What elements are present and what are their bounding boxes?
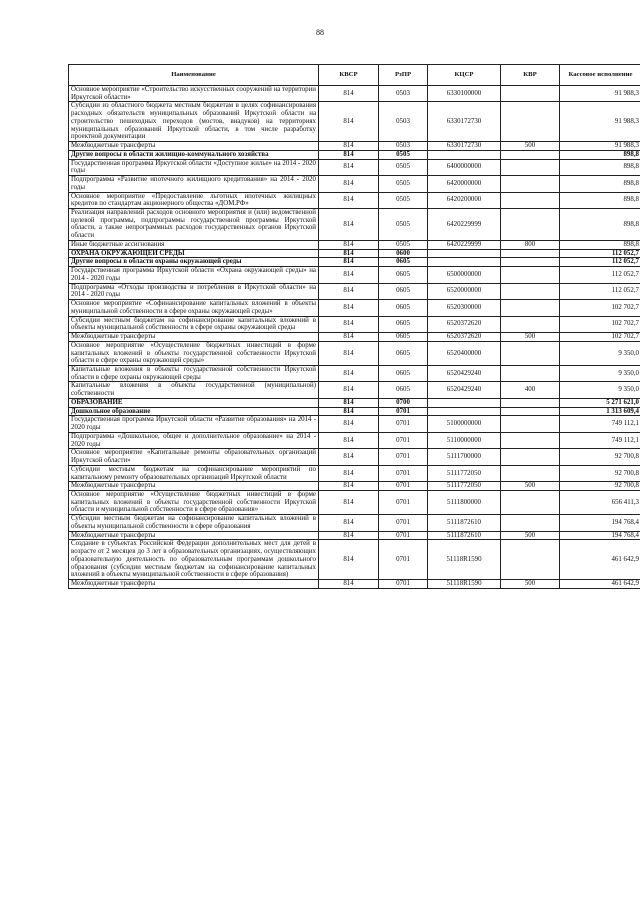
cell-kvsr: 814 <box>319 531 379 540</box>
table-row <box>69 407 640 416</box>
cell-amount: 92 700,8 <box>560 482 640 491</box>
cell-kvsr: 814 <box>319 102 379 142</box>
cell-amount: 92 700,8 <box>560 465 640 481</box>
cell-kvr <box>501 490 560 514</box>
cell-name: ОХРАНА ОКРУЖАЮЩЕЙ СРЕДЫ <box>69 249 319 258</box>
cell-kvr: 500 <box>501 531 560 540</box>
cell-amount: 194 768,4 <box>560 531 640 540</box>
table-row <box>69 465 640 481</box>
cell-name: Основное мероприятие «Предоставление льготных ипотечных жилищных кредитов по стандартам акционерного общества «ДОМ.РФ» <box>69 192 319 208</box>
cell-kvsr: 814 <box>319 341 379 365</box>
cell-kcsr: 6520000000 <box>428 283 501 299</box>
cell-kcsr: 5111872610 <box>428 531 501 540</box>
cell-amount: 102 702,7 <box>560 316 640 332</box>
table-row <box>69 240 640 249</box>
cell-rzpr: 0605 <box>379 341 428 365</box>
cell-rzpr: 0503 <box>379 102 428 142</box>
table-row <box>69 449 640 465</box>
cell-amount: 749 112,1 <box>560 416 640 432</box>
table-body <box>69 86 640 589</box>
cell-name: Основное мероприятие «Осуществление бюджетных инвестиций в форме капитальных вложений в объекты государственной собственности Иркутской области в сфере охраны окружающей среды» <box>69 341 319 365</box>
cell-amount: 91 988,3 <box>560 86 640 102</box>
cell-name: Иные бюджетные ассигнования <box>69 240 319 249</box>
cell-kvsr: 814 <box>319 398 379 407</box>
cell-kvr <box>501 150 560 159</box>
cell-kvr <box>501 540 560 580</box>
cell-rzpr: 0701 <box>379 449 428 465</box>
cell-kcsr: 6330172730 <box>428 102 501 142</box>
table-header-row <box>69 65 640 86</box>
cell-name: Государственная программа Иркутской области «Охрана окружающей среды» на 2014 - 2020 годы <box>69 267 319 283</box>
cell-kvsr: 814 <box>319 249 379 258</box>
table-row <box>69 365 640 381</box>
cell-name: Основное мероприятие «Капитальные ремонты образовательных организаций Иркутской области» <box>69 449 319 465</box>
cell-rzpr: 0701 <box>379 490 428 514</box>
cell-kvr: 400 <box>501 382 560 398</box>
cell-kvsr: 814 <box>319 515 379 531</box>
cell-amount: 9 350,0 <box>560 382 640 398</box>
cell-kcsr: 6520400000 <box>428 341 501 365</box>
cell-kvr: 500 <box>501 333 560 342</box>
cell-name: Субсидии местным бюджетам на софинансирование капитальных вложений в объекты муниципальной собственности в сфере охраны окружающей среды <box>69 316 319 332</box>
cell-amount: 898,8 <box>560 209 640 241</box>
cell-kcsr: 6420000000 <box>428 176 501 192</box>
table-row <box>69 209 640 241</box>
table-row <box>69 102 640 142</box>
cell-kcsr: 5111772050 <box>428 465 501 481</box>
cell-name: Государственная программа Иркутской области «Доступное жилье» на 2014 - 2020 годы <box>69 159 319 175</box>
cell-rzpr: 0605 <box>379 283 428 299</box>
cell-kcsr <box>428 258 501 267</box>
cell-name: Основное мероприятие «Осуществление бюджетных инвестиций в форме капитальных вложений в объекты государственной собственности Иркутской области и муниципальной собственности в сфере образования» <box>69 490 319 514</box>
cell-amount: 112 052,7 <box>560 283 640 299</box>
cell-kvr <box>501 176 560 192</box>
table-row <box>69 150 640 159</box>
cell-kvsr: 814 <box>319 176 379 192</box>
table-row <box>69 176 640 192</box>
table-row <box>69 316 640 332</box>
cell-amount: 91 988,3 <box>560 102 640 142</box>
cell-kcsr <box>428 398 501 407</box>
cell-kvsr: 814 <box>319 465 379 481</box>
cell-name: Капитальные вложения в объекты государственной (муниципальной) собственности <box>69 382 319 398</box>
cell-rzpr: 0505 <box>379 209 428 241</box>
cell-kcsr: 5110000000 <box>428 432 501 448</box>
table-row <box>69 382 640 398</box>
cell-rzpr: 0505 <box>379 159 428 175</box>
cell-kvsr: 814 <box>319 209 379 241</box>
cell-rzpr: 0505 <box>379 150 428 159</box>
table-row <box>69 515 640 531</box>
cell-kvsr: 814 <box>319 240 379 249</box>
cell-amount: 91 988,3 <box>560 142 640 151</box>
cell-rzpr: 0503 <box>379 142 428 151</box>
cell-rzpr: 0605 <box>379 333 428 342</box>
cell-kcsr: 6420200000 <box>428 192 501 208</box>
cell-kvsr: 814 <box>319 482 379 491</box>
cell-kvr <box>501 365 560 381</box>
cell-amount: 9 350,0 <box>560 341 640 365</box>
cell-rzpr: 0701 <box>379 416 428 432</box>
page-number: 88 <box>316 28 324 37</box>
table-row <box>69 490 640 514</box>
table-row <box>69 249 640 258</box>
cell-kvr: 500 <box>501 580 560 589</box>
cell-kvr <box>501 283 560 299</box>
column-header-amount: Кассовое исполнение <box>560 65 640 86</box>
cell-kcsr <box>428 407 501 416</box>
cell-kvr <box>501 515 560 531</box>
cell-name: Основное мероприятие «Софинансирование капитальных вложений в объекты муниципальной собственности в сфере охраны окружающей среды» <box>69 300 319 316</box>
cell-kvr <box>501 341 560 365</box>
cell-kcsr: 5111800000 <box>428 490 501 514</box>
cell-amount: 102 702,7 <box>560 333 640 342</box>
cell-amount: 194 768,4 <box>560 515 640 531</box>
cell-amount: 461 642,9 <box>560 580 640 589</box>
cell-rzpr: 0505 <box>379 192 428 208</box>
cell-name: Межбюджетные трансферты <box>69 580 319 589</box>
cell-amount: 898,8 <box>560 240 640 249</box>
cell-kcsr: 6520429240 <box>428 382 501 398</box>
cell-kvsr: 814 <box>319 316 379 332</box>
cell-amount: 5 271 621,0 <box>560 398 640 407</box>
cell-kvr: 500 <box>501 482 560 491</box>
cell-kcsr: 5111872610 <box>428 515 501 531</box>
cell-kvr <box>501 416 560 432</box>
cell-rzpr: 0701 <box>379 432 428 448</box>
budget-execution-table <box>68 64 640 589</box>
cell-name: Субсидии из областного бюджета местным бюджетам в целях софинансирования расходных обязательств муниципальных образований Иркутской области на строительство пешеходных переходов (мостов, виадуков) на территориях муниципальных образований Иркутской области, в том числе разработку проектной документации <box>69 102 319 142</box>
cell-amount: 898,8 <box>560 150 640 159</box>
cell-kcsr: 5111772050 <box>428 482 501 491</box>
table-row <box>69 432 640 448</box>
cell-rzpr: 0505 <box>379 240 428 249</box>
cell-kcsr: 6420229999 <box>428 209 501 241</box>
cell-kvsr: 814 <box>319 449 379 465</box>
cell-amount: 9 350,0 <box>560 365 640 381</box>
cell-kcsr: 5100000000 <box>428 416 501 432</box>
cell-kcsr: 6330172730 <box>428 142 501 151</box>
cell-kvr: 500 <box>501 142 560 151</box>
cell-kcsr: 6520372620 <box>428 333 501 342</box>
cell-name: Капитальные вложения в объекты государственной собственности Иркутской области в сфере охраны окружающей среды <box>69 365 319 381</box>
cell-amount: 898,8 <box>560 176 640 192</box>
cell-name: Субсидии местным бюджетам на софинансирование капитальных вложений в объекты муниципальной собственности в сфере образования <box>69 515 319 531</box>
table-row <box>69 300 640 316</box>
cell-kcsr: 6520429240 <box>428 365 501 381</box>
cell-kvsr: 814 <box>319 159 379 175</box>
table-row <box>69 540 640 580</box>
cell-amount: 112 052,7 <box>560 249 640 258</box>
cell-rzpr: 0701 <box>379 482 428 491</box>
cell-kvsr: 814 <box>319 365 379 381</box>
column-header-kvsr: КВСР <box>319 65 379 86</box>
cell-kvsr: 814 <box>319 300 379 316</box>
table-row <box>69 283 640 299</box>
cell-kvsr: 814 <box>319 540 379 580</box>
cell-rzpr: 0605 <box>379 267 428 283</box>
cell-kvr <box>501 102 560 142</box>
cell-name: Дошкольное образование <box>69 407 319 416</box>
table-row <box>69 86 640 102</box>
cell-rzpr: 0600 <box>379 249 428 258</box>
cell-kvr <box>501 398 560 407</box>
table-row <box>69 482 640 491</box>
cell-name: Основное мероприятие «Строительство искусственных сооружений на территории Иркутской области» <box>69 86 319 102</box>
cell-rzpr: 0505 <box>379 176 428 192</box>
cell-kvsr: 814 <box>319 580 379 589</box>
cell-kvr <box>501 316 560 332</box>
table-row <box>69 159 640 175</box>
cell-rzpr: 0701 <box>379 540 428 580</box>
cell-kcsr: 5111700000 <box>428 449 501 465</box>
cell-kvr <box>501 465 560 481</box>
cell-rzpr: 0503 <box>379 86 428 102</box>
cell-amount: 898,8 <box>560 192 640 208</box>
cell-rzpr: 0701 <box>379 407 428 416</box>
cell-kvr <box>501 249 560 258</box>
cell-rzpr: 0605 <box>379 300 428 316</box>
cell-kvsr: 814 <box>319 382 379 398</box>
cell-kcsr: 6330100000 <box>428 86 501 102</box>
cell-amount: 112 052,7 <box>560 267 640 283</box>
cell-rzpr: 0605 <box>379 258 428 267</box>
cell-name: Межбюджетные трансферты <box>69 531 319 540</box>
cell-kvsr: 814 <box>319 192 379 208</box>
cell-kvr <box>501 432 560 448</box>
cell-kvsr: 814 <box>319 258 379 267</box>
cell-amount: 102 702,7 <box>560 300 640 316</box>
cell-name: Межбюджетные трансферты <box>69 333 319 342</box>
cell-rzpr: 0700 <box>379 398 428 407</box>
cell-kcsr: 6520300000 <box>428 300 501 316</box>
cell-amount: 656 411,3 <box>560 490 640 514</box>
table-row <box>69 333 640 342</box>
cell-kvr <box>501 86 560 102</box>
cell-amount: 92 700,8 <box>560 449 640 465</box>
cell-kvr <box>501 407 560 416</box>
cell-kcsr: 6420229999 <box>428 240 501 249</box>
cell-kvsr: 814 <box>319 490 379 514</box>
cell-kcsr: 6520372620 <box>428 316 501 332</box>
cell-name: Реализация направлений расходов основного мероприятия и (или) ведомственной целевой программы, подпрограммы государственной программы Иркутской области, а также непрограммных расходов государственных органов Иркутской области <box>69 209 319 241</box>
table-row <box>69 142 640 151</box>
cell-kvr <box>501 267 560 283</box>
table-row <box>69 267 640 283</box>
cell-kvr <box>501 209 560 241</box>
cell-kvsr: 814 <box>319 283 379 299</box>
cell-kcsr: 51118R1590 <box>428 580 501 589</box>
cell-kcsr: 6500000000 <box>428 267 501 283</box>
table-row <box>69 341 640 365</box>
column-header-kvr: КВР <box>501 65 560 86</box>
cell-amount: 1 313 609,4 <box>560 407 640 416</box>
cell-name: Создание в субъектах Российской Федерации дополнительных мест для детей в возрасте от 2 месяцев до 3 лет в образовательных организациях, осуществляющих образовательную деятельность по образовательным программам дошкольного образования (субсидии местным бюджетам на софинансирование капитальных вложений в объекты муниципальной собственности в сфере образования) <box>69 540 319 580</box>
cell-kcsr <box>428 150 501 159</box>
cell-kvr: 800 <box>501 240 560 249</box>
cell-name: Межбюджетные трансферты <box>69 482 319 491</box>
cell-rzpr: 0701 <box>379 515 428 531</box>
table-row <box>69 192 640 208</box>
cell-amount: 749 112,1 <box>560 432 640 448</box>
cell-kvr <box>501 300 560 316</box>
cell-name: Подпрограмма «Развитие ипотечного жилищного кредитования» на 2014 - 2020 годы <box>69 176 319 192</box>
cell-name: Государственная программа Иркутской области «Развитие образования» на 2014 - 2020 годы <box>69 416 319 432</box>
cell-kvsr: 814 <box>319 333 379 342</box>
cell-amount: 112 052,7 <box>560 258 640 267</box>
table-row <box>69 398 640 407</box>
cell-kvsr: 814 <box>319 407 379 416</box>
cell-rzpr: 0701 <box>379 531 428 540</box>
column-header-name: Наименование <box>69 65 319 86</box>
cell-rzpr: 0605 <box>379 365 428 381</box>
table-row <box>69 258 640 267</box>
cell-kvr <box>501 192 560 208</box>
cell-name: Межбюджетные трансферты <box>69 142 319 151</box>
cell-name: Другие вопросы в области охраны окружающей среды <box>69 258 319 267</box>
column-header-rzpr: РзПР <box>379 65 428 86</box>
cell-name: Субсидии местным бюджетам на софинансирование мероприятий по капитальному ремонту образовательных организаций Иркутской области <box>69 465 319 481</box>
cell-rzpr: 0701 <box>379 580 428 589</box>
cell-name: Другие вопросы в области жилищно-коммунального хозяйства <box>69 150 319 159</box>
cell-name: Подпрограмма «Дошкольное, общее и дополнительное образование» на 2014 - 2020 годы <box>69 432 319 448</box>
cell-kvsr: 814 <box>319 267 379 283</box>
table-row <box>69 531 640 540</box>
table-row <box>69 416 640 432</box>
table-row <box>69 580 640 589</box>
cell-kvsr: 814 <box>319 416 379 432</box>
cell-kvsr: 814 <box>319 150 379 159</box>
cell-kvr <box>501 258 560 267</box>
cell-kcsr: 51118R1590 <box>428 540 501 580</box>
cell-rzpr: 0605 <box>379 316 428 332</box>
cell-amount: 898,8 <box>560 159 640 175</box>
cell-rzpr: 0701 <box>379 465 428 481</box>
cell-kvr <box>501 159 560 175</box>
cell-amount: 461 642,9 <box>560 540 640 580</box>
cell-rzpr: 0605 <box>379 382 428 398</box>
cell-kvsr: 814 <box>319 86 379 102</box>
cell-kcsr: 6400000000 <box>428 159 501 175</box>
cell-name: ОБРАЗОВАНИЕ <box>69 398 319 407</box>
cell-kcsr <box>428 249 501 258</box>
cell-name: Подпрограмма «Отходы производства и потребления в Иркутской области» на 2014 - 2020 годы <box>69 283 319 299</box>
cell-kvsr: 814 <box>319 142 379 151</box>
column-header-kcsr: КЦСР <box>428 65 501 86</box>
cell-kvr <box>501 449 560 465</box>
cell-kvsr: 814 <box>319 432 379 448</box>
